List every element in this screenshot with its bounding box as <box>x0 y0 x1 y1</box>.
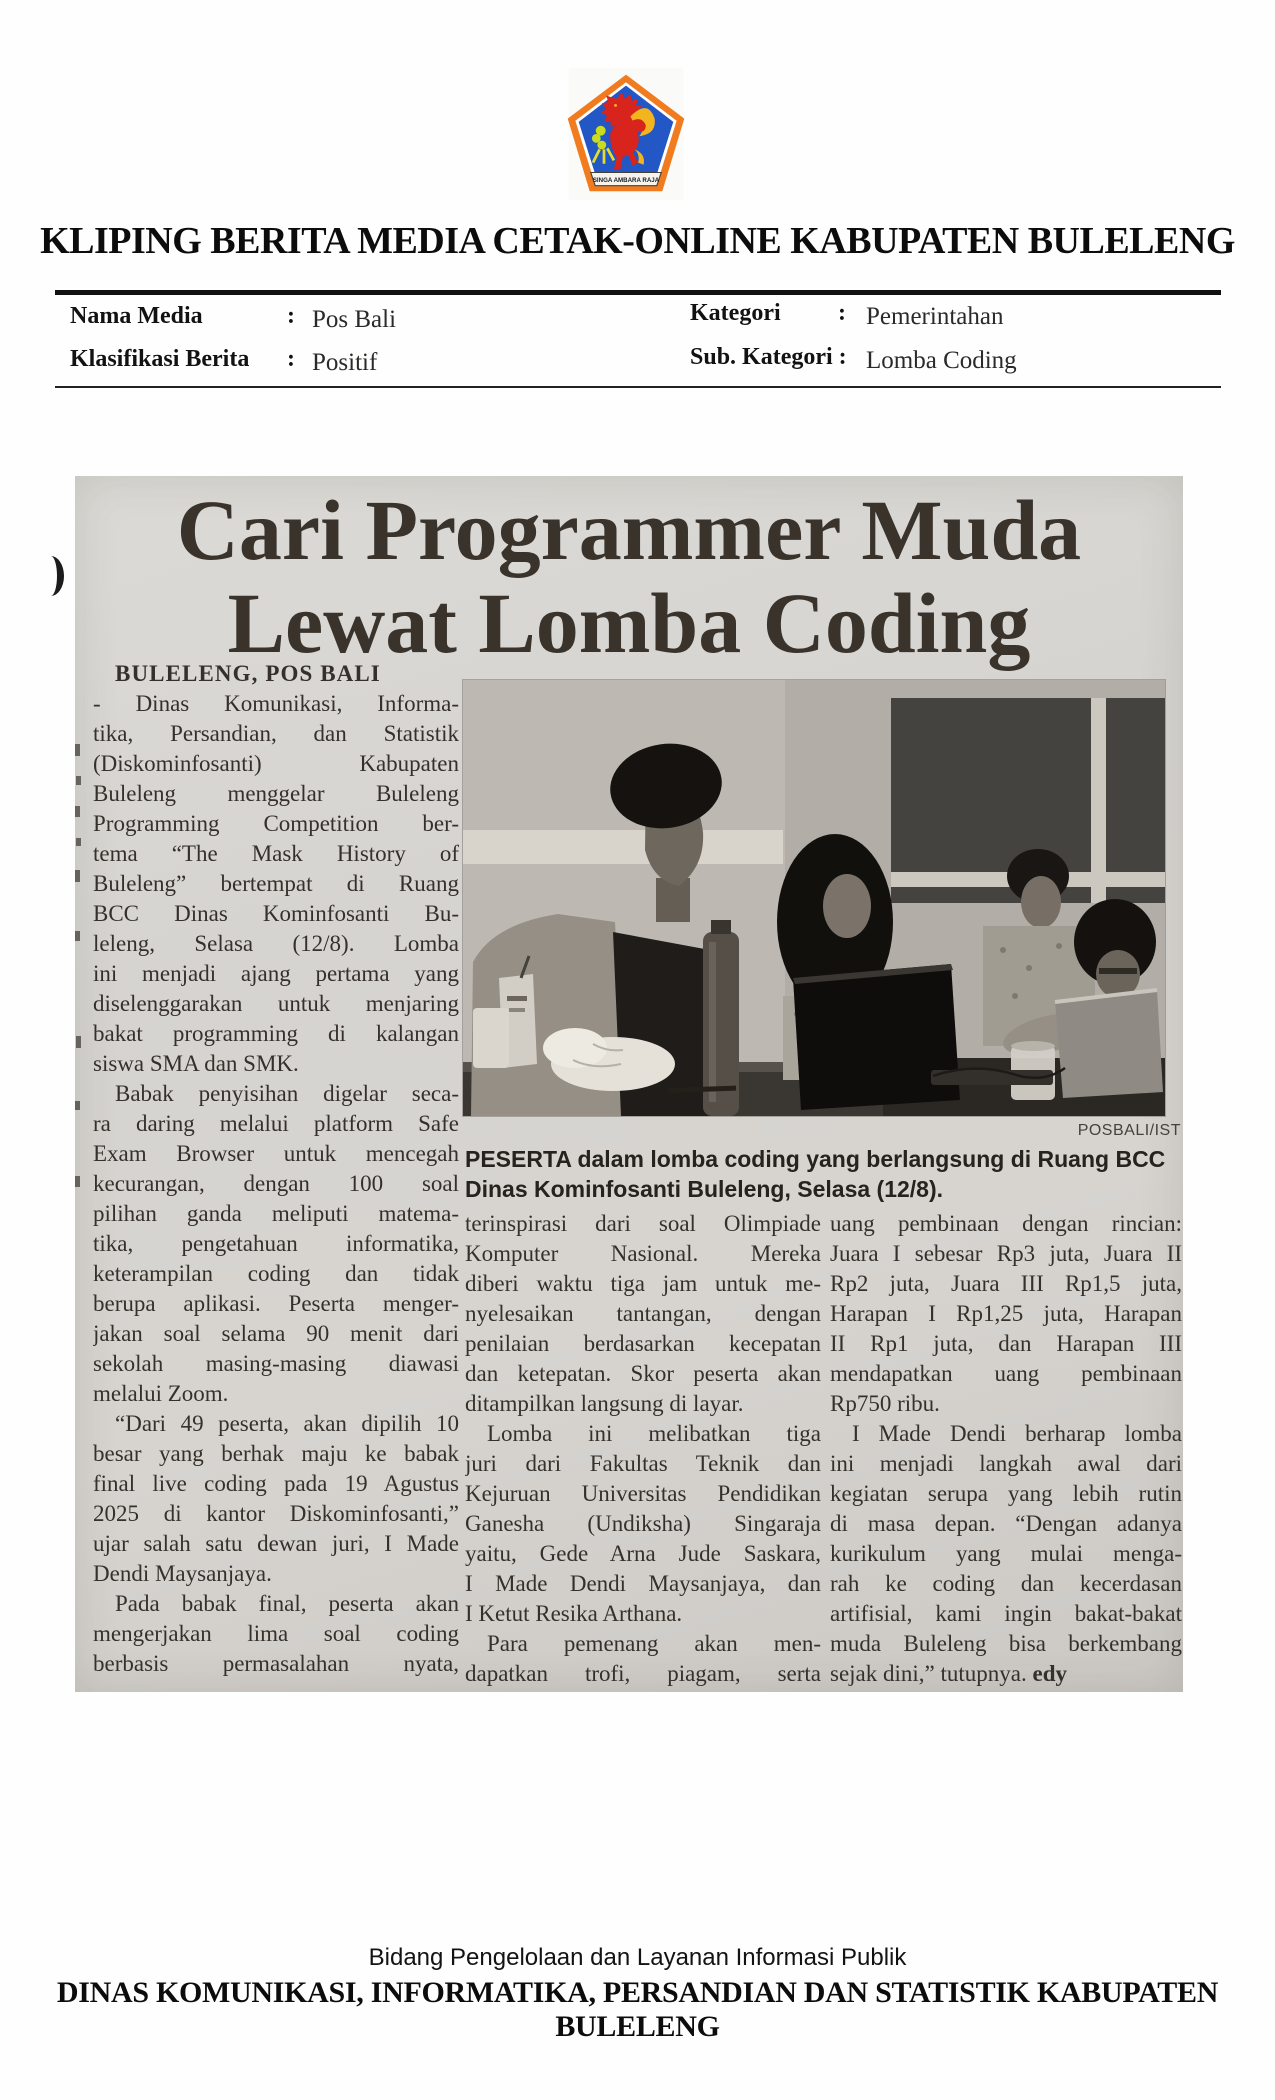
article-line: diberi waktu tiga jam untuk me- <box>465 1271 821 1296</box>
kategori-label: Kategori <box>690 300 781 326</box>
article-line: bakat programming di kalangan <box>93 1021 459 1046</box>
article-line: Lomba ini melibatkan tiga <box>487 1421 821 1446</box>
sub-kategori-label: Sub. Kategori : <box>690 344 847 370</box>
buleleng-regency-logo <box>560 68 692 200</box>
article-column-1 <box>93 659 459 1679</box>
page-title: KLIPING BERITA MEDIA CETAK-ONLINE KABUPATEN BULELENG <box>40 220 1235 262</box>
scan-artifact <box>75 744 80 756</box>
article-line: ditampilkan langsung di layar. <box>465 1391 744 1416</box>
article-line: berupa aplikasi. Peserta menger- <box>93 1291 459 1316</box>
article-line: kurikulum yang mulai menga- <box>830 1541 1182 1566</box>
article-line: leleng, Selasa (12/8). Lomba <box>93 931 459 956</box>
article-line: Buleleng” bertempat di Ruang <box>93 871 459 896</box>
footer-unit-line: Bidang Pengelolaan dan Layanan Informasi Publik <box>368 1944 907 1971</box>
article-line: BCC Dinas Kominfosanti Bu- <box>93 901 459 926</box>
article-author-initials: edy <box>1032 1661 1067 1686</box>
article-column-3 <box>830 1209 1182 1689</box>
photo-scene <box>463 680 1165 1116</box>
article-line: Kejuruan Universitas Pendidikan <box>465 1481 821 1506</box>
divider-thick <box>55 290 1221 295</box>
article-line: di masa depan. “Dengan adanya <box>830 1511 1182 1536</box>
article-line: I Made Dendi Maysanjaya, dan <box>465 1571 821 1596</box>
article-line: terinspirasi dari soal Olimpiade <box>465 1211 821 1236</box>
article-line: jakan soal selama 90 menit dari <box>93 1321 459 1346</box>
logo-banner-text: SINGA AMBARA RAJA <box>592 176 660 184</box>
scan-artifact <box>75 1101 80 1110</box>
article-line: I Made Dendi berharap lomba <box>852 1421 1182 1446</box>
article-line: kegiatan serupa yang lebih rutin <box>830 1481 1182 1506</box>
article-line: ujar salah satu dewan juri, I Made <box>93 1531 459 1556</box>
scan-artifact <box>75 870 80 882</box>
article-line: I Ketut Resika Arthana. <box>465 1601 683 1626</box>
article-line: sekolah masing-masing diawasi <box>93 1351 459 1376</box>
article-line: Rp2 juta, Juara III Rp1,5 juta, <box>830 1271 1182 1296</box>
scan-artifact <box>76 776 81 785</box>
article-line: final live coding pada 19 Agustus <box>93 1471 459 1496</box>
scan-artifact <box>76 1036 81 1048</box>
article-line: (Diskominfosanti) Kabupaten <box>93 751 459 776</box>
article-line: rah ke coding dan kecerdasan <box>830 1571 1182 1596</box>
article-line: tika, Persandian, dan Statistik <box>93 721 459 746</box>
article-line: Dendi Maysanjaya. <box>93 1561 272 1586</box>
article-line: siswa SMA dan SMK. <box>93 1051 299 1076</box>
klasifikasi-label: Klasifikasi Berita <box>70 346 250 372</box>
article-line: nyelesaikan tantangan, dengan <box>465 1301 821 1326</box>
article-headline <box>75 484 1183 670</box>
scan-artifact <box>75 931 80 941</box>
news-clipping <box>75 476 1183 1692</box>
scan-artifact <box>75 1176 80 1187</box>
nama-media-label: Nama Media <box>70 303 203 329</box>
klasifikasi-colon: : <box>287 346 295 372</box>
article-line: melalui Zoom. <box>93 1381 229 1406</box>
article-line: mengerjakan lima soal coding <box>93 1621 459 1646</box>
article-line: ini menjadi ajang pertama yang <box>93 961 459 986</box>
scan-artifact <box>76 838 81 846</box>
article-photo <box>463 680 1165 1116</box>
article-line: mendapatkan uang pembinaan <box>830 1361 1182 1386</box>
scan-artifact-arc <box>42 556 64 596</box>
article-line: kecurangan, dengan 100 soal <box>93 1171 459 1196</box>
article-line: Ganesha (Undiksha) Singaraja <box>465 1511 821 1536</box>
article-line: Komputer Nasional. Mereka <box>465 1241 821 1266</box>
article-line: tema “The Mask History of <box>93 841 459 866</box>
article-line: besar yang berhak maju ke babak <box>93 1441 459 1466</box>
article-line: Para pemenang akan men- <box>487 1631 821 1656</box>
article-line: pilihan ganda meliputi matema- <box>93 1201 459 1226</box>
article-line: Babak penyisihan digelar seca- <box>115 1081 459 1106</box>
article-column-2 <box>465 1209 821 1689</box>
article-line: ini menjadi langkah awal dari <box>830 1451 1182 1476</box>
article-line: Buleleng menggelar Buleleng <box>93 781 459 806</box>
article-line: yaitu, Gede Arna Jude Saskara, <box>465 1541 821 1566</box>
article-line: sejak dini,” tutupnya. edy <box>830 1661 1067 1686</box>
article-line: juri dari Fakultas Teknik dan <box>465 1451 821 1476</box>
nama-media-value: Pos Bali <box>312 306 397 333</box>
article-line: Rp750 ribu. <box>830 1391 940 1416</box>
article-line: 2025 di kantor Diskominfosanti,” <box>93 1501 459 1526</box>
article-line: penilaian berdasarkan kecepatan <box>465 1331 821 1356</box>
article-line: Harapan I Rp1,25 juta, Harapan <box>830 1301 1182 1326</box>
footer-agency-line: DINAS KOMUNIKASI, INFORMATIKA, PERSANDIAN DAN STATISTIK KABUPATEN BULELENG <box>56 1976 1219 2043</box>
article-line: tika, pengetahuan informatika, <box>93 1231 459 1256</box>
divider-thin <box>55 386 1221 388</box>
photo-credit: POSBALI/IST <box>1077 1122 1181 1139</box>
article-line: Programming Competition ber- <box>93 811 459 836</box>
article-line: - Dinas Komunikasi, Informa- <box>93 691 459 716</box>
kategori-colon: : <box>838 300 846 326</box>
article-line: BULELENG, POS BALI <box>115 661 381 686</box>
photo-caption: PESERTA dalam lomba coding yang berlangsung di Ruang BCC Dinas Kominfosanti Buleleng, Selasa (12/8). <box>465 1146 1166 1202</box>
article-line: muda Buleleng bisa berkembang <box>830 1631 1182 1656</box>
headline-line-1: Cari Programmer Muda <box>176 482 1082 578</box>
article-line: Juara I sebesar Rp3 juta, Juara II <box>830 1241 1182 1266</box>
article-line: artifisial, kami ingin bakat-bakat <box>830 1601 1182 1626</box>
article-line: berbasis permasalahan nyata, <box>93 1651 459 1676</box>
kategori-value: Pemerintahan <box>866 303 1004 330</box>
article-line: dapatkan trofi, piagam, serta <box>465 1661 821 1686</box>
scan-artifact <box>75 806 80 817</box>
article-line: dan ketepatan. Skor peserta akan <box>465 1361 821 1386</box>
sub-kategori-value: Lomba Coding <box>866 347 1017 374</box>
headline-line-2: Lewat Lomba Coding <box>227 575 1031 671</box>
article-line: Pada babak final, peserta akan <box>115 1591 459 1616</box>
logo-graphic <box>560 68 692 200</box>
article-line: II Rp1 juta, dan Harapan III <box>830 1331 1182 1356</box>
article-line: ra daring melalui platform Safe <box>93 1111 459 1136</box>
article-line: diselenggarakan untuk menjaring <box>93 991 459 1016</box>
klasifikasi-value: Positif <box>312 349 378 376</box>
article-line: “Dari 49 peserta, akan dipilih 10 <box>115 1411 459 1436</box>
article-line: uang pembinaan dengan rincian: <box>830 1211 1182 1236</box>
article-line: Exam Browser untuk mencegah <box>93 1141 459 1166</box>
nama-media-colon: : <box>287 303 295 329</box>
article-line: keterampilan coding dan tidak <box>93 1261 459 1286</box>
